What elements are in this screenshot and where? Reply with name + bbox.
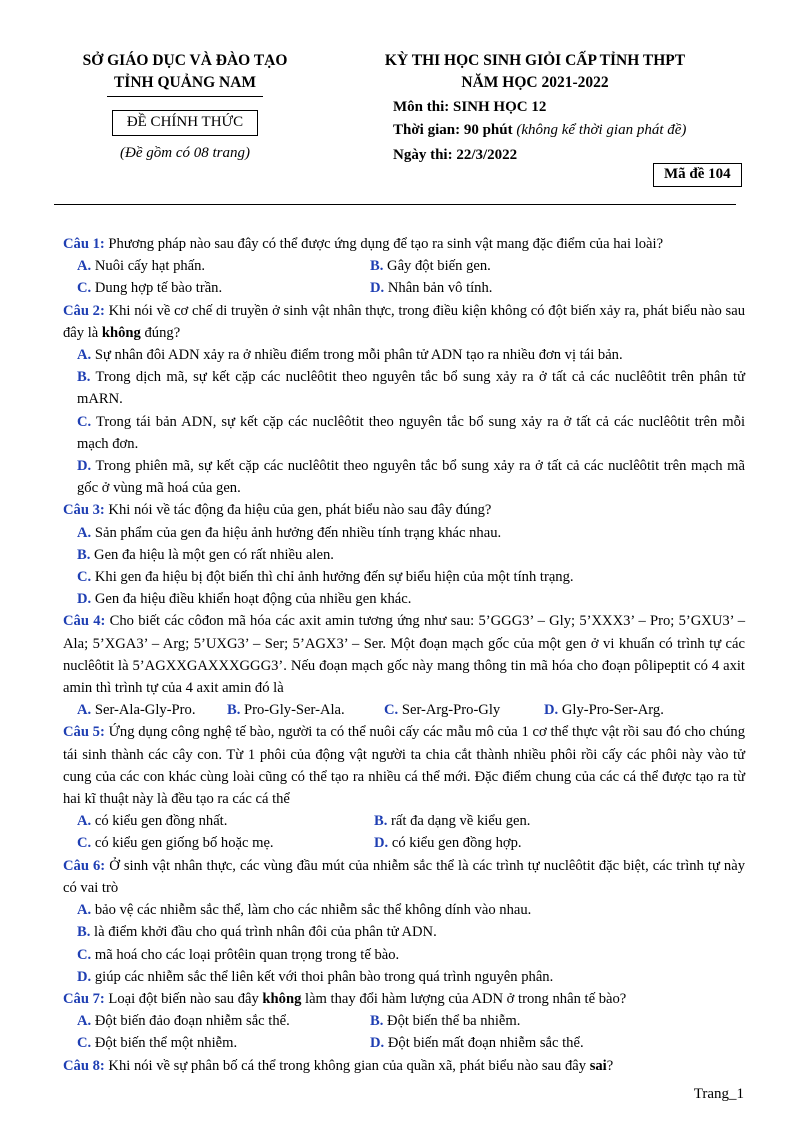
option-b: B. Đột biến thể ba nhiễm.: [370, 1013, 521, 1030]
options-row: [63, 832, 745, 854]
options-row: [63, 255, 745, 277]
question-number: Câu 4:: [63, 613, 106, 630]
options-row: [63, 810, 745, 832]
exam-meta: [393, 96, 686, 167]
subject-label: Môn thi: SINH HỌC 12: [393, 99, 547, 115]
school-year: NĂM HỌC 2021-2022: [461, 74, 609, 91]
option-c: C. mã hoá cho các loại prôtêin quan trọng trong tế bào.: [77, 946, 400, 963]
question-5: Câu 5: Ứng dụng công nghệ tế bào, người ta có thể nuôi cấy các mẫu mô của 1 cơ thể thực vật rồi sau đó cho chúng tái sinh thành các cây con. Từ 1 phôi của động vật người ta chia cắt thành nhiều phôi rồi cấy các phôi này vào tử cung của các con khác cùng loài cũng có thể tạo ra nhiều cá thể mới. Đặc điểm chung của các cá thể được tạo ra từ hai kĩ thuật này là đều tạo ra các cá thể: [63, 724, 745, 808]
exam-title: KỲ THI HỌC SINH GIỎI CẤP TỈNH THPT: [384, 52, 686, 69]
question-3: Câu 3: Khi nói về tác động đa hiệu của gen, phát biểu nào sau đây đúng?: [63, 502, 492, 519]
page-number: Trang_1: [693, 1086, 744, 1102]
issuer-underline: [107, 96, 263, 97]
issuer-line-1: SỞ GIÁO DỤC VÀ ĐÀO TẠO: [82, 52, 288, 69]
option-b: B. rất đa dạng về kiểu gen.: [374, 813, 531, 830]
option-b: B. Gen đa hiệu là một gen có rất nhiều alen.: [77, 546, 334, 563]
option-d: D. Gen đa hiệu điều khiển hoạt động của nhiều gen khác.: [77, 591, 412, 608]
question-number: Câu 6:: [63, 857, 106, 874]
question-4: Câu 4: Cho biết các côđon mã hóa các axit amin tương ứng như sau: 5’GGG3’ – Gly; 5’XXX3’ – Pro; 5’GXU3’ – Ala; 5’XGA3’ – Arg; 5’UXG3’ – Ser; 5’AGX3’ – Ser. Một đoạn mạch gốc của một gen ở vi khuẩn có trình tự các nuclêôtit là 5’AGXXGAXXXGGG3’. Nếu đoạn mạch gốc này mang thông tin mã hóa cho đoạn pôlipeptit có 4 axit amin thì trình tự của 4 axit amin đó là: [63, 613, 745, 697]
page-count-note: (Đề gồm có 08 trang): [120, 145, 250, 161]
option-a: A. Nuôi cấy hạt phấn.: [77, 258, 206, 275]
option-c: C. Trong tái bản ADN, sự kết cặp các nuclêôtit theo nguyên tắc bổ sung xảy ra ở tất cả các nuclêôtit trên mỗi mạch đơn.: [77, 413, 745, 452]
option-c: C. Đột biến thể một nhiễm.: [77, 1035, 238, 1052]
option-c: C. Dung hợp tế bào trần.: [77, 280, 223, 297]
option-a: A. Sự nhân đôi ADN xảy ra ở nhiều điểm trong mỗi phân tử ADN tạo ra nhiều đơn vị tái bản.: [77, 347, 623, 364]
option-a: A. có kiểu gen đồng nhất.: [77, 813, 228, 830]
question-number: Câu 7:: [63, 990, 105, 1007]
option-b: B. là điểm khởi đầu cho quá trình nhân đôi của phân tử ADN.: [77, 924, 437, 941]
time-label: Thời gian: 90 phút: [393, 122, 513, 138]
option-c: C. có kiểu gen giống bố hoặc mẹ.: [77, 835, 274, 852]
question-2: Câu 2: Khi nói về cơ chế di truyền ở sinh vật nhân thực, trong điều kiện không có đột biến xảy ra, phát biểu nào sau đây là không đúng?: [63, 302, 745, 341]
options-row: [63, 699, 745, 721]
option-b: B. Trong dịch mã, sự kết cặp các nuclêôtit theo nguyên tắc bổ sung xảy ra ở tất cả các nuclêôtit trên phân tử mARN.: [77, 369, 745, 408]
options-row: [63, 1032, 745, 1054]
exam-title-block: [330, 50, 740, 94]
header-divider: [54, 204, 736, 205]
option-a: A. Sản phẩm của gen đa hiệu ảnh hưởng đến nhiều tính trạng khác nhau.: [77, 524, 502, 541]
issuer-line-2: TỈNH QUẢNG NAM: [113, 74, 257, 91]
option-a: A. Ser-Ala-Gly-Pro.: [77, 702, 196, 719]
option-d: D. có kiểu gen đồng hợp.: [374, 835, 522, 852]
option-c: C. Ser-Arg-Pro-Gly: [384, 702, 501, 719]
question-number: Câu 2:: [63, 302, 105, 319]
option-d: D. Trong phiên mã, sự kết cặp các nuclêôtit theo nguyên tắc bổ sung xảy ra ở tất cả các nuclêôtit trên mạch mã gốc ở vùng mã hoá của gen.: [77, 458, 745, 497]
option-a: A. bảo vệ các nhiễm sắc thể, làm cho các nhiễm sắc thể không dính vào nhau.: [77, 902, 532, 919]
question-number: Câu 8:: [63, 1057, 105, 1074]
option-d: D. Nhân bản vô tính.: [370, 280, 493, 297]
exam-date: Ngày thi: 22/3/2022: [393, 147, 518, 163]
question-1: [63, 233, 745, 255]
question-6: Câu 6: Ở sinh vật nhân thực, các vùng đầu mút của nhiễm sắc thể là các trình tự nuclêôtit đặc biệt, các trình tự này có vai trò: [63, 857, 745, 896]
questions: [63, 233, 745, 1077]
question-number: Câu 1:: [63, 236, 105, 252]
options-row: [63, 277, 745, 299]
time-note: (không kể thời gian phát đề): [516, 122, 687, 138]
option-d: D. Gly-Pro-Ser-Arg.: [544, 702, 664, 719]
time-row: [393, 119, 686, 142]
option-a: A. Đột biến đảo đoạn nhiễm sắc thể.: [77, 1013, 290, 1030]
option-b: B. Gây đột biến gen.: [370, 258, 491, 275]
question-8: Câu 8: Khi nói về sự phân bố cá thể trong không gian của quần xã, phát biểu nào sau đây sai?: [63, 1057, 614, 1074]
exam-code-box: Mã đề 104: [653, 163, 742, 187]
question-text: Phương pháp nào sau đây có thể được ứng dụng để tạo ra sinh vật mang đặc điểm của hai loài?: [104, 236, 664, 252]
options-row: [63, 1010, 745, 1032]
option-d: D. Đột biến mất đoạn nhiễm sắc thể.: [370, 1035, 584, 1052]
option-c: C. Khi gen đa hiệu bị đột biến thì chỉ ảnh hưởng đến sự biểu hiện của một tính trạng.: [77, 569, 574, 586]
question-number: Câu 5:: [63, 724, 105, 741]
option-b: B. Pro-Gly-Ser-Ala.: [227, 702, 345, 719]
question-7: Câu 7: Loại đột biến nào sau đây không làm thay đổi hàm lượng của ADN ở trong nhân tế bào?: [63, 990, 627, 1007]
option-d: D. giúp các nhiễm sắc thể liên kết với thoi phân bào trong quá trình nguyên phân.: [77, 968, 554, 985]
official-label-box: ĐỀ CHÍNH THỨC: [112, 110, 258, 136]
issuer-block: [60, 50, 310, 162]
question-number: Câu 3:: [63, 502, 105, 519]
